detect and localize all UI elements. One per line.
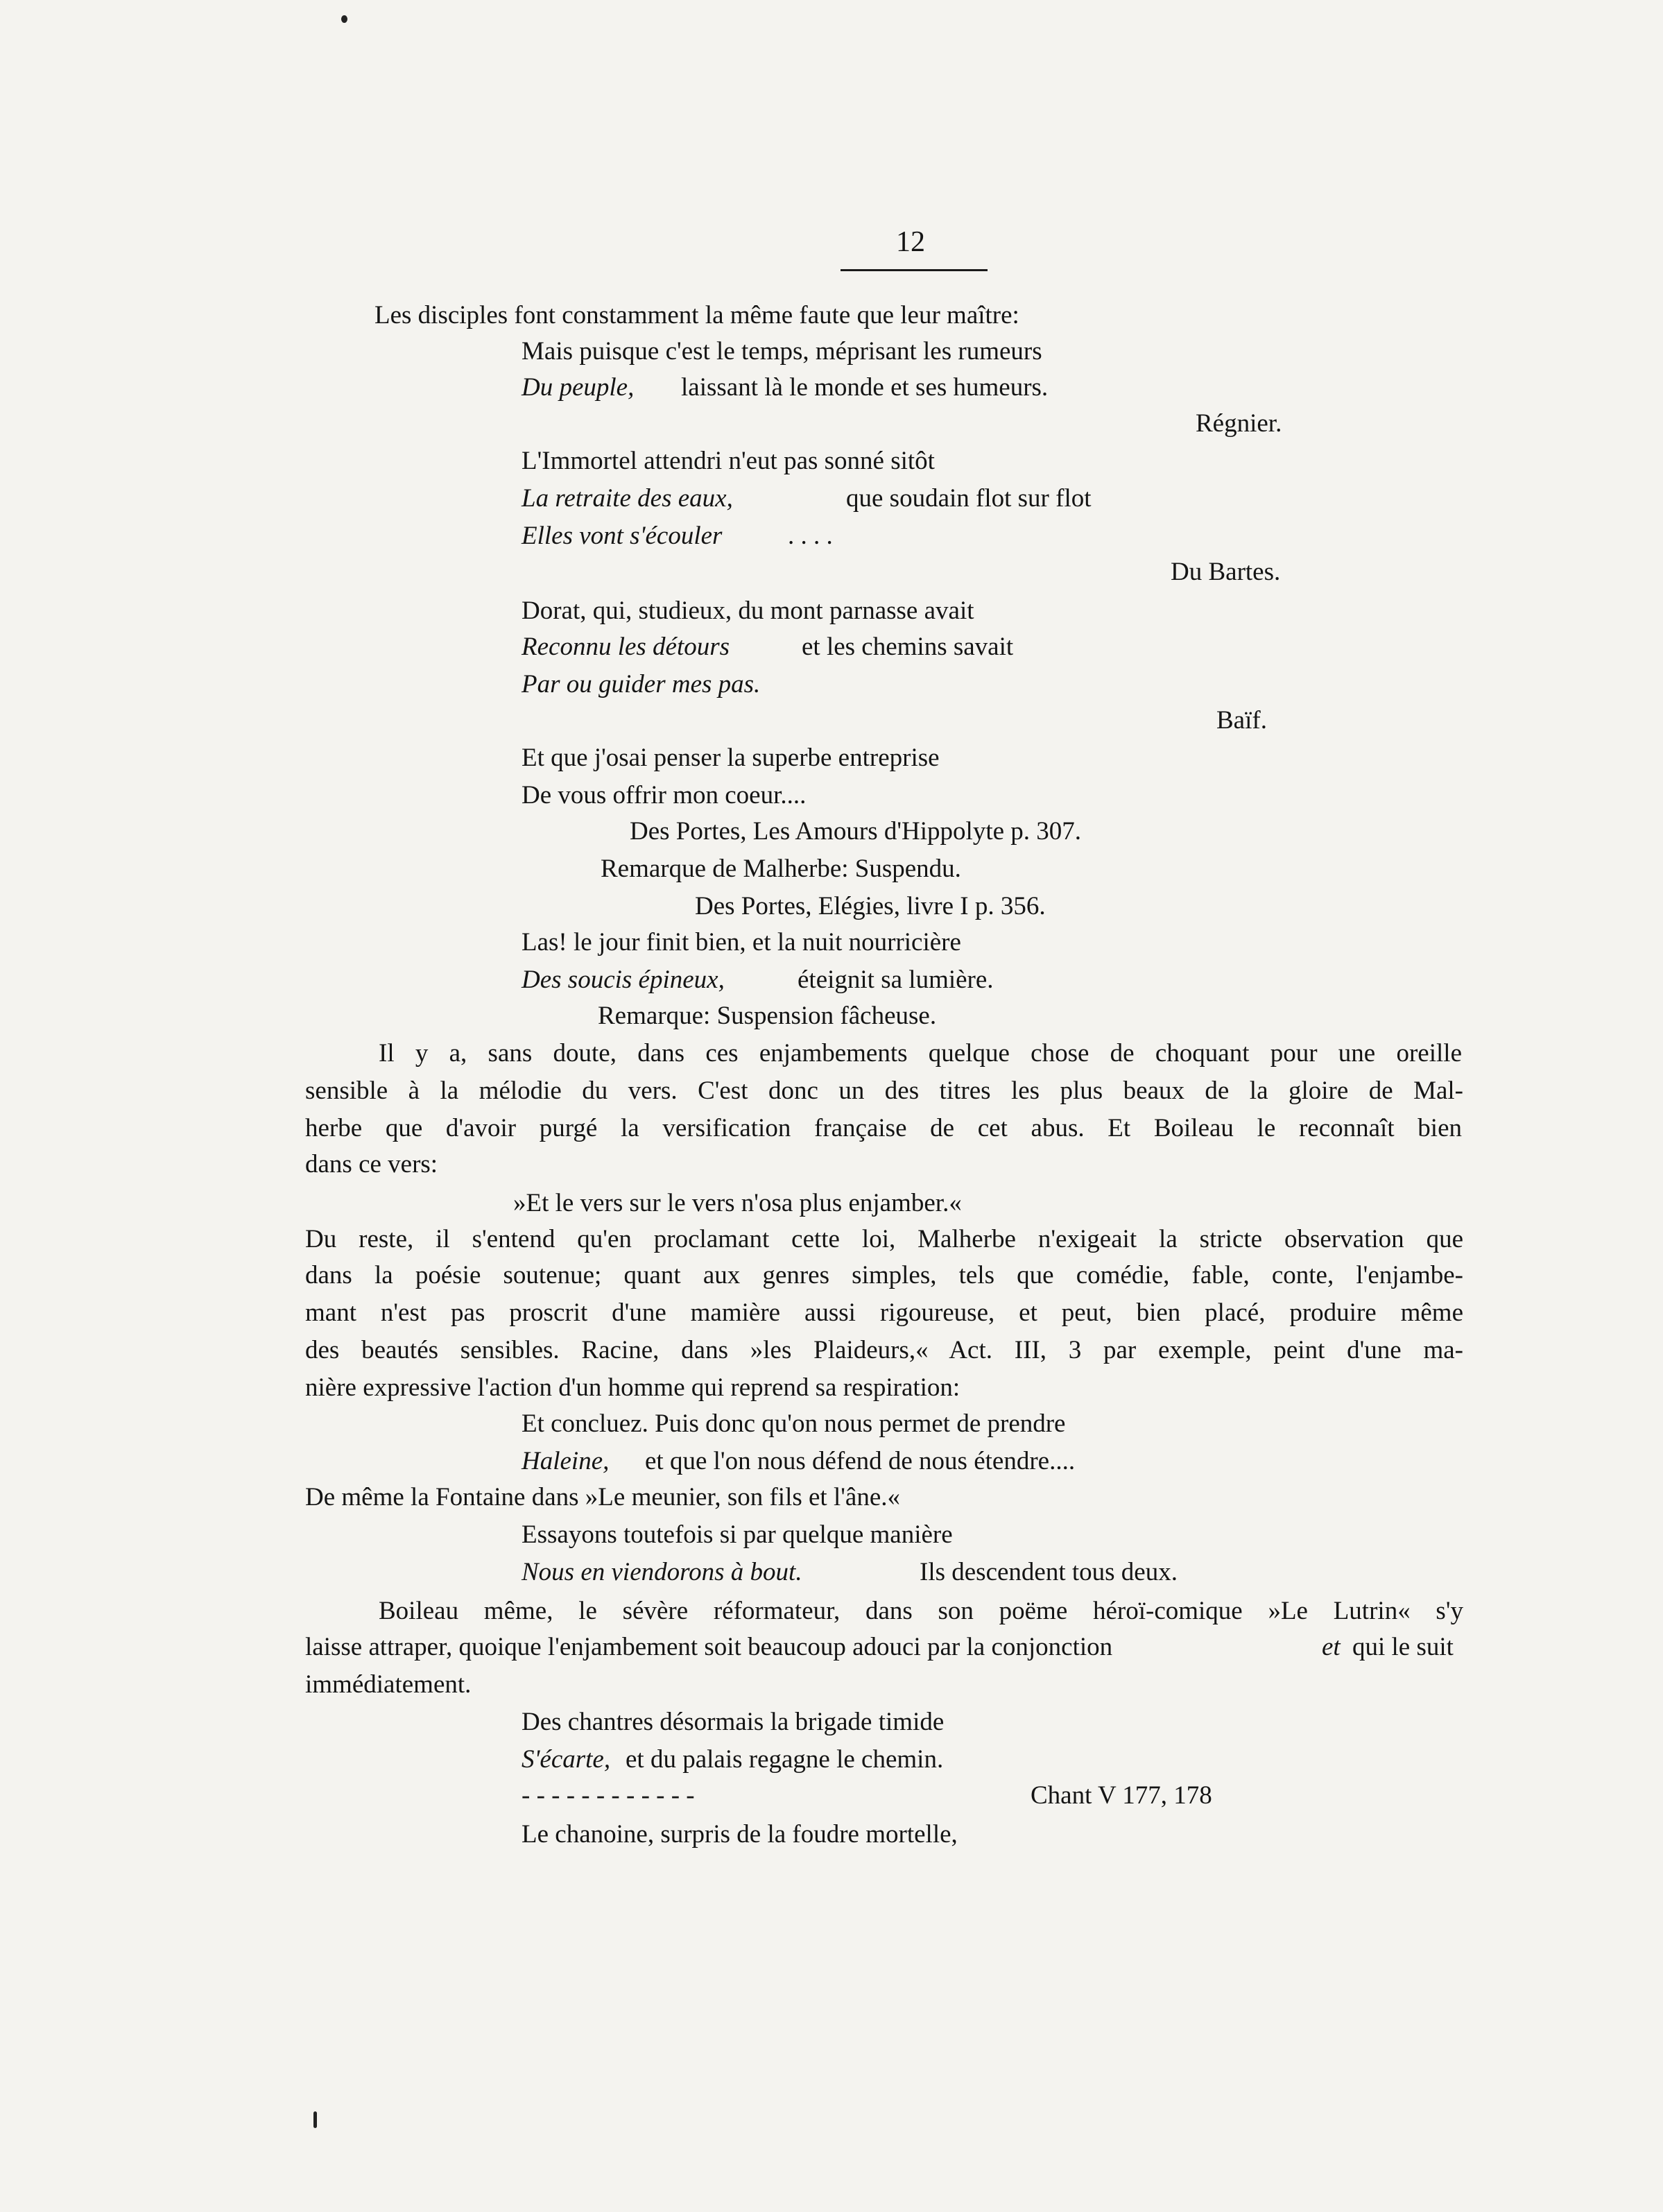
- verse-line: . . . .: [788, 522, 833, 550]
- verse-line-italic: Haleine,: [522, 1447, 610, 1475]
- prose-line: dans la poésie soutenue; quant aux genres simples, tels que comédie, fable, conte, l'enjambe-: [305, 1261, 1463, 1289]
- attribution: Régnier.: [1196, 409, 1282, 438]
- prose-line: sensible à la mélodie du vers. C'est donc un des titres les plus beaux de la gloire de Mal-: [305, 1077, 1463, 1105]
- verse-line-italic: S'écarte,: [522, 1745, 611, 1774]
- verse-line-italic: La retraite des eaux,: [522, 484, 733, 513]
- verse-line: Mais puisque c'est le temps, méprisant les rumeurs: [522, 337, 1042, 366]
- ink-speck: [313, 2111, 317, 2128]
- verse-line: laissant là le monde et ses humeurs.: [681, 373, 1049, 402]
- verse-line: Des chantres désormais la brigade timide: [522, 1708, 945, 1736]
- prose-line: nière expressive l'action d'un homme qui reprend sa respiration:: [305, 1373, 960, 1402]
- verse-line: Ils descendent tous deux.: [920, 1558, 1178, 1586]
- prose-line: Les disciples font constamment la même faute que leur maître:: [374, 301, 1019, 329]
- verse-line: Et que j'osai penser la superbe entreprise: [522, 744, 940, 772]
- verse-line: Dorat, qui, studieux, du mont parnasse avait: [522, 597, 974, 625]
- verse-line-italic: Du peuple,: [522, 373, 635, 402]
- verse-line: que soudain flot sur flot: [846, 484, 1092, 513]
- prose-line: qui le suit: [1352, 1633, 1454, 1661]
- verse-line: »Et le vers sur le vers n'osa plus enjamber.«: [513, 1189, 962, 1217]
- verse-line-italic: Reconnu les détours: [522, 633, 730, 661]
- verse-line-italic: Nous en viendorons à bout.: [522, 1558, 802, 1586]
- prose-line: herbe que d'avoir purgé la versification française de cet abus. Et Boileau le reconnaît bien: [305, 1114, 1462, 1142]
- prose-line: Du reste, il s'entend qu'en proclamant cette loi, Malherbe n'exigeait la stricte observation que: [305, 1225, 1463, 1253]
- prose-line: dans ce vers:: [305, 1150, 438, 1178]
- prose-line: mant n'est pas proscrit d'une mamière aussi rigoureuse, et peut, bien placé, produire même: [305, 1298, 1463, 1327]
- verse-line-italic: Des soucis épineux,: [522, 966, 725, 994]
- prose-line: Il y a, sans doute, dans ces enjambements quelque chose de choquant pour une oreille: [379, 1039, 1462, 1068]
- verse-line: Las! le jour finit bien, et la nuit nourricière: [522, 928, 961, 957]
- attribution: Remarque: Suspension fâcheuse.: [598, 1002, 937, 1030]
- prose-line: De même la Fontaine dans »Le meunier, son fils et l'âne.«: [305, 1483, 900, 1511]
- ellipsis-dashes: - - - - - - - - - - - -: [522, 1781, 695, 1810]
- verse-line-italic: Par ou guider mes pas.: [522, 670, 761, 698]
- verse-line: et que l'on nous défend de nous étendre....: [645, 1447, 1076, 1475]
- verse-line: Essayons toutefois si par quelque manière: [522, 1520, 953, 1549]
- verse-line: De vous offrir mon coeur....: [522, 781, 807, 809]
- page-number: 12: [896, 226, 925, 258]
- attribution: Des Portes, Elégies, livre I p. 356.: [695, 892, 1046, 920]
- attribution: Des Portes, Les Amours d'Hippolyte p. 307.: [630, 817, 1082, 846]
- prose-emphasis-italic: et: [1322, 1633, 1341, 1661]
- attribution: Remarque de Malherbe: Suspendu.: [601, 855, 961, 883]
- verse-line: et du palais regagne le chemin.: [626, 1745, 944, 1774]
- verse-line: L'Immortel attendri n'eut pas sonné sitôt: [522, 447, 935, 475]
- prose-line: Boileau même, le sévère réformateur, dans son poëme héroï-comique »Le Lutrin« s'y: [379, 1597, 1463, 1625]
- prose-line: des beautés sensibles. Racine, dans »les Plaideurs,« Act. III, 3 par exemple, peint d'une ma-: [305, 1336, 1463, 1364]
- verse-line: éteignit sa lumière.: [798, 966, 994, 994]
- verse-line: Et concluez. Puis donc qu'on nous permet de prendre: [522, 1409, 1066, 1438]
- ink-speck: [341, 15, 347, 23]
- page-number-rule: [841, 269, 988, 271]
- prose-line: laisse attraper, quoique l'enjambement soit beaucoup adouci par la conjonction: [305, 1633, 1113, 1661]
- verse-line-italic: Elles vont s'écouler: [522, 522, 723, 550]
- verse-line: et les chemins savait: [802, 633, 1014, 661]
- attribution: Chant V 177, 178: [1031, 1781, 1212, 1810]
- attribution: Du Bartes.: [1171, 558, 1281, 586]
- verse-line: Le chanoine, surpris de la foudre mortelle,: [522, 1820, 958, 1849]
- attribution: Baïf.: [1216, 706, 1267, 735]
- prose-line: immédiatement.: [305, 1670, 472, 1699]
